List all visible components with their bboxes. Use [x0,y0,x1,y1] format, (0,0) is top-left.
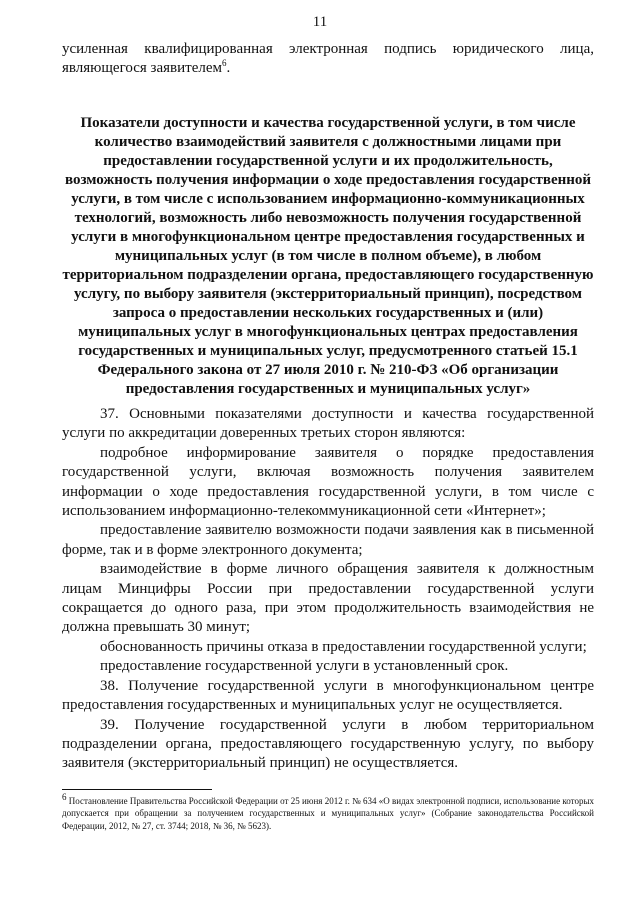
clauses-block [62,405,594,774]
list-item-refusal-reason: обоснованность причины отказа в предоставлении государственной услуги; [100,638,587,655]
intro-text-main: усиленная квалифицированная электронная подпись юридического лица, являющегося заявителем [62,41,594,76]
list-item-informing: подробное информирование заявителя о порядке предоставления государственной услуги, включая возможность получения заявителем информации о ходе предоставления государственной услуги, в том числе с использованием информационно-телекоммуникационной сети «Интернет»; [62,444,594,520]
intro-text-end: . [226,60,231,76]
clause-37: 37. Основными показателями доступности и качества государственной услуги по аккредитации доверенных третьих сторон являются: [62,406,594,442]
list-item-deadline: предоставление государственной услуги в установленный срок. [100,658,509,675]
footnote-reference[interactable]: 6 [221,58,227,68]
clause-38: 38. Получение государственной услуги в многофункциональном центре предоставления государственных и муниципальных услуг не осуществляется. [62,677,594,714]
section-heading: Показатели доступности и качества государственной услуги, в том числе количество взаимодействий заявителя с должностными лицами при предоставлении государственной услуги и их продолжительность, возможность получения информации о ходе предоставления государственной услуги, в том числе с использованием информационно-коммуникационных технологий, возможность либо невозможность получения государственной услуги в многофункциональном центре предоставления государственных и муниципальных услуг (в том числе в полном объеме), в любом территориальном подразделении органа, предоставляющего государственную услугу, по выбору заявителя (экстерриториальный принцип), посредством запроса о предоставлении нескольких государственных и (или) муниципальных услуг в многофункциональных центрах предоставления государственных и муниципальных услуг, предусмотренного статьей 15.1 Федерального закона от 27 июля 2010 г. № 210-ФЗ «Об организации предоставления государственных и муниципальных услуг» [62,115,594,397]
intro-paragraph [62,40,594,78]
footnote-text: Постановление Правительства Российской Федерации от 25 июня 2012 г. № 634 «О видах электронной подписи, использование которых допускается при обращении за получением государственных и муниципальных услуг» (Собрание законодательства Российской Федерации, 2012, № 27, ст. 3744; 2018, № 36, № 5623). [62,796,594,831]
clause-39: 39. Получение государственной услуги в любом территориальном подразделении органа, предоставляющего государственную услугу, по выбору заявителя (экстерриториальный принцип) не осуществляется. [62,716,594,772]
page-number: 11 [312,14,328,30]
footnote [62,792,594,832]
list-item-application-form: предоставление заявителю возможности подачи заявления как в письменной форме, так и в форме электронного документа; [62,522,594,558]
footnote-mark: 6 [62,792,67,802]
list-item-interaction: взаимодействие в форме личного обращения заявителя к должностным лицам Минцифры России при предоставлении государственной услуги сокращается до одного раза, при этом продолжительность взаимодействия не должна превышать 30 минут; [62,561,594,636]
footnote-divider [62,789,212,790]
intro-text [62,40,594,78]
